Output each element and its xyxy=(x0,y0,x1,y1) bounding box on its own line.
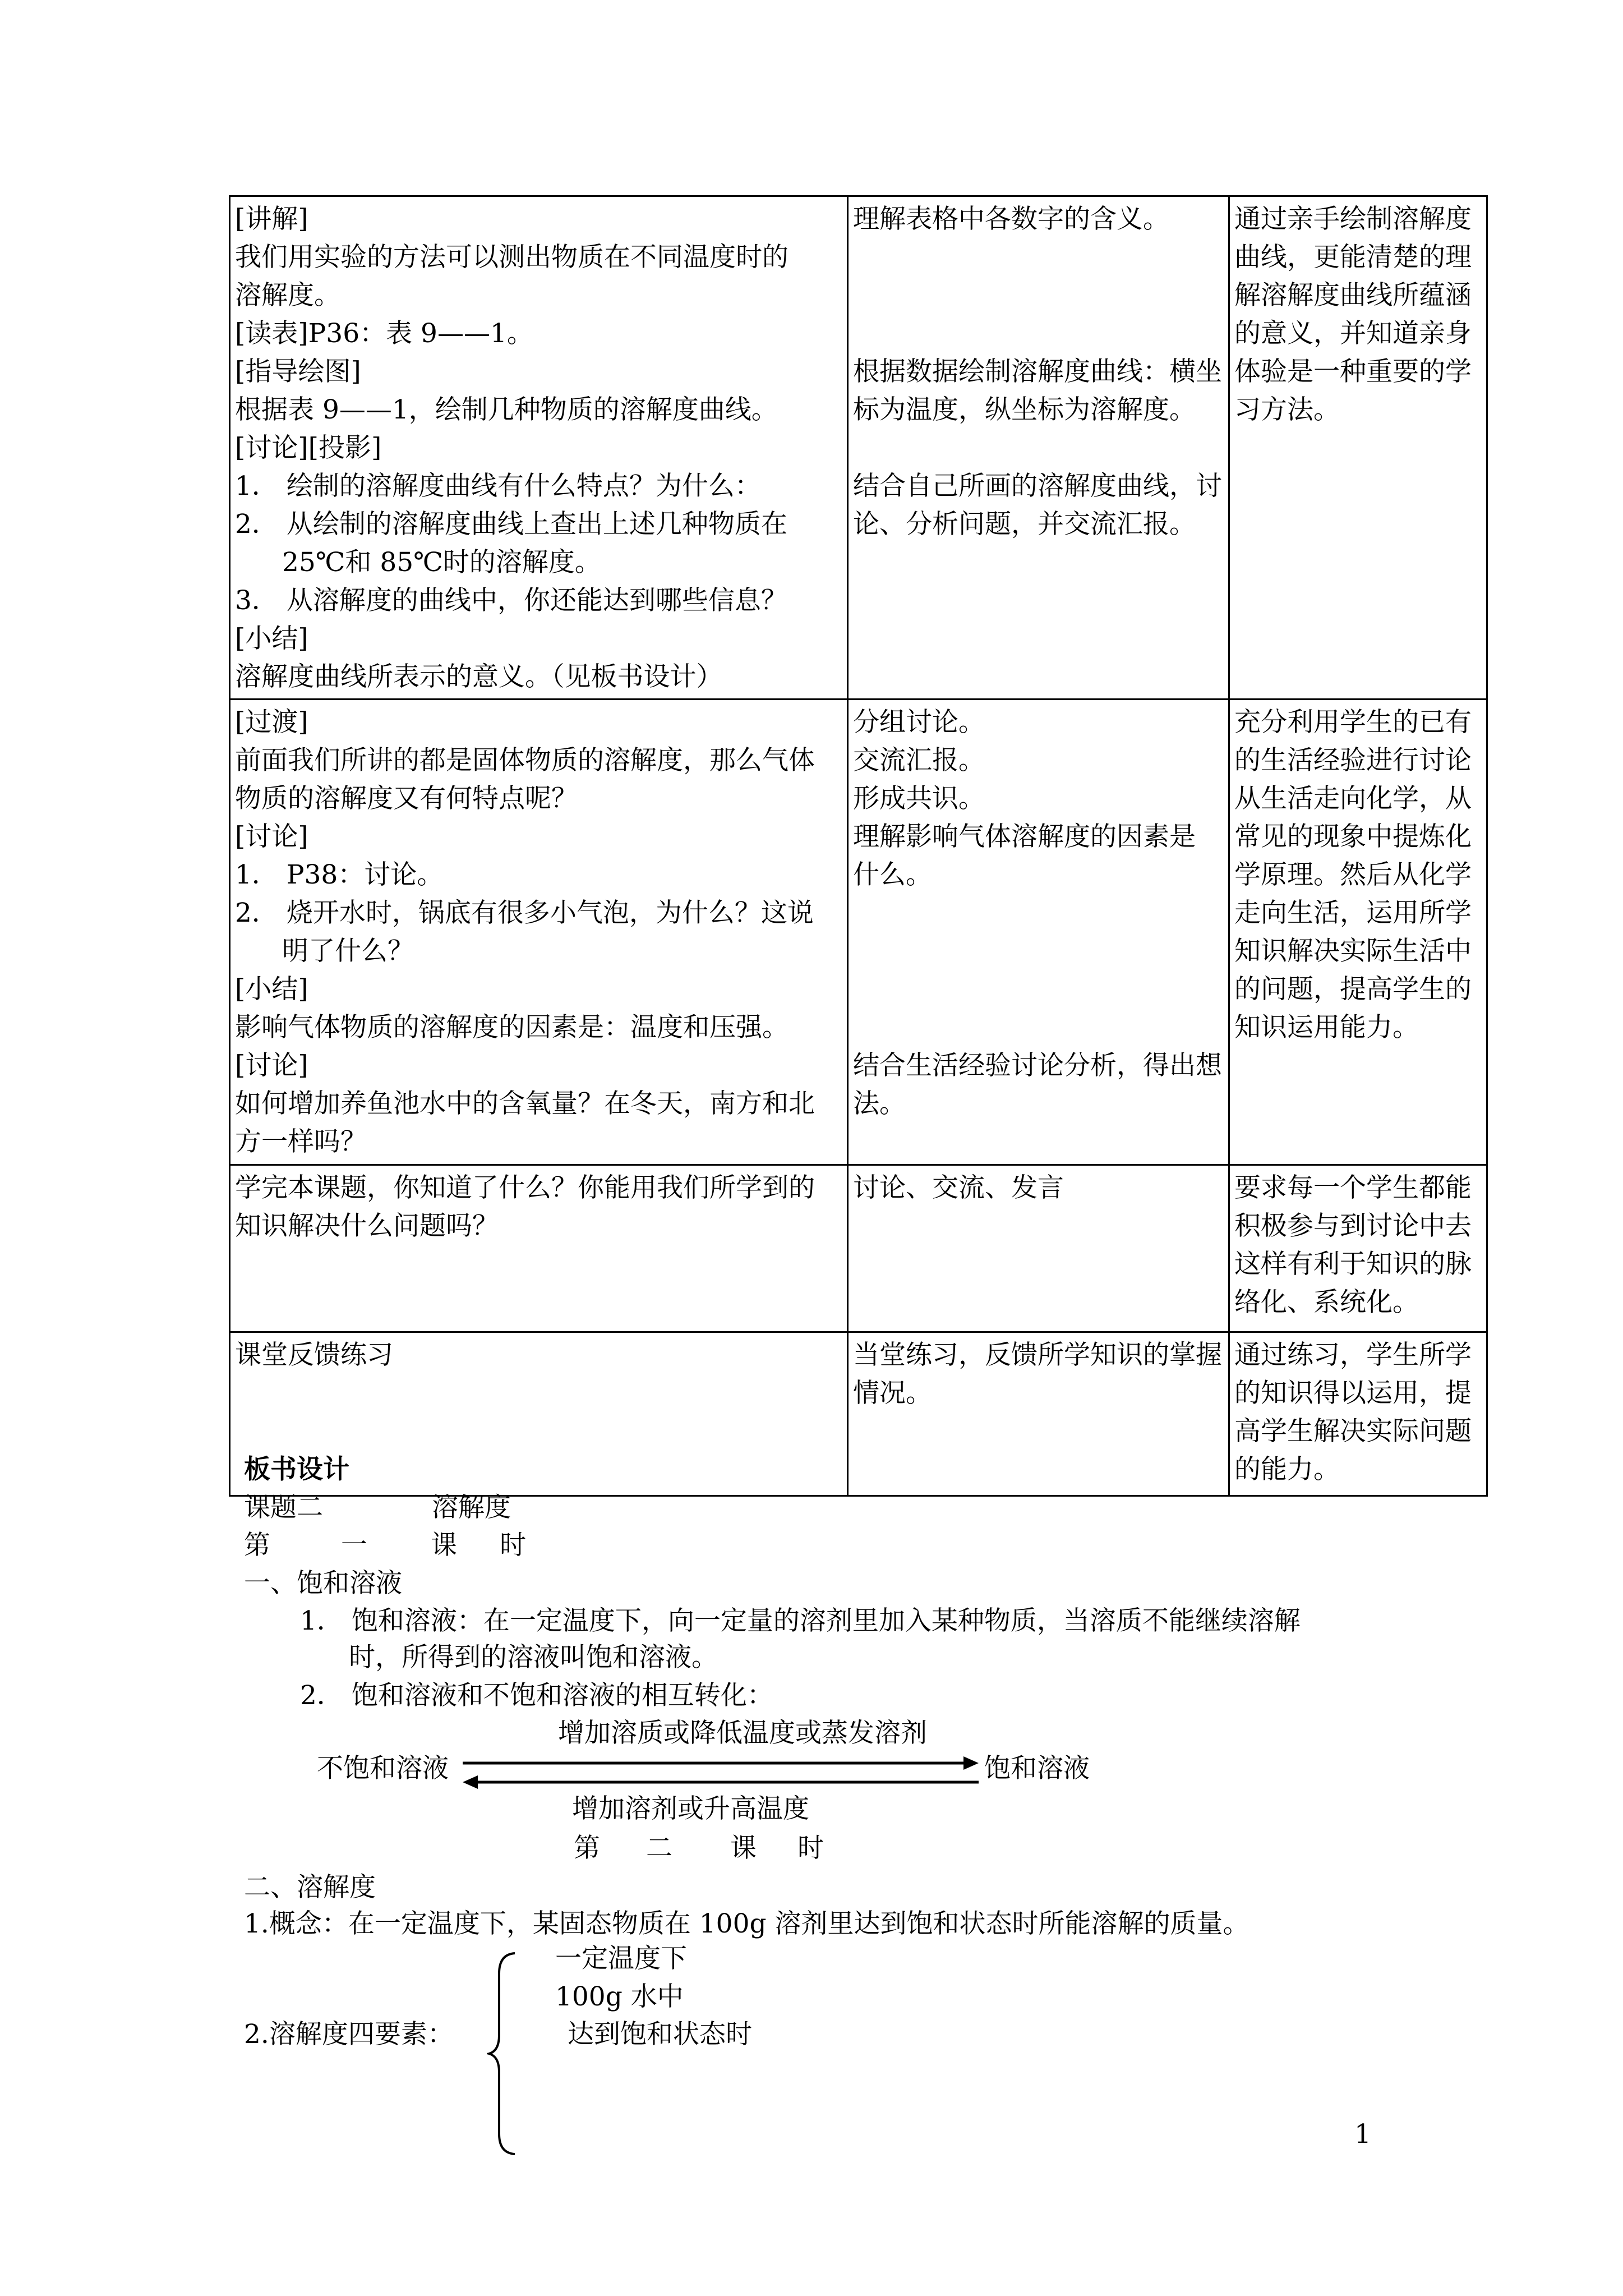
unsaturated-node: 不饱和溶液 xyxy=(317,1753,449,1784)
saturated-definition: 1． 饱和溶液：在一定温度下，向一定量的溶剂里加入某种物质，当溶质不能继续溶解 xyxy=(300,1605,1301,1636)
cell-line: 的问题，提高学生的 xyxy=(1234,974,1472,1005)
cell-line: 当堂练习，反馈所学知识的掌握 xyxy=(853,1340,1222,1370)
cell-line: 解溶解度曲线所蕴涵 xyxy=(1234,280,1472,311)
cell-line xyxy=(853,1009,1224,1047)
lesson-two-char: 二 xyxy=(646,1833,672,1864)
element-item: 100g 水中 xyxy=(555,1981,684,2012)
cell-line: 根据数据绘制溶解度曲线：横坐 xyxy=(853,356,1222,387)
cell-line: 1． P38：讨论。 xyxy=(235,859,444,890)
cell-line: 什么。 xyxy=(853,859,932,890)
cell-line xyxy=(853,894,1224,932)
lesson-one-char: 第 xyxy=(244,1530,270,1561)
element-item: 达到饱和状态时 xyxy=(568,2019,752,2050)
cell-line: 知识解决实际生活中 xyxy=(1234,936,1472,967)
student-activity-cell xyxy=(848,196,1229,700)
cell-line: 走向生活，运用所学 xyxy=(1234,898,1472,928)
cell-line xyxy=(853,315,1224,353)
cell-line: [讨论][投影] xyxy=(235,432,382,463)
cell-line: 如何增加养鱼池水中的含氧量？在冬天，南方和北 xyxy=(235,1088,815,1119)
cell-line: 讨论、交流、发言 xyxy=(853,1172,1064,1203)
cell-line: 标为温度，纵坐标为溶解度。 xyxy=(853,394,1196,425)
arrow-bottom-label: 增加溶剂或升高温度 xyxy=(572,1793,809,1824)
cell-line: 交流汇报。 xyxy=(853,745,985,776)
element-item: 一定温度下 xyxy=(555,1943,687,1974)
conversion-heading: 2． 饱和溶液和不饱和溶液的相互转化： xyxy=(300,1680,773,1711)
design-intent-cell xyxy=(1229,1165,1487,1332)
design-intent-cell xyxy=(1229,700,1487,1165)
cell-line: 2． 从绘制的溶解度曲线上查出上述几种物质在 xyxy=(235,509,787,540)
page-number: 1 xyxy=(1354,2119,1371,2150)
cell-line: [小结] xyxy=(235,623,308,654)
cell-line: 2． 烧开水时，锅底有很多小气泡，为什么？这说 xyxy=(235,898,814,928)
cell-line: 的意义，并知道亲身 xyxy=(1234,318,1472,349)
teacher-activity-cell xyxy=(230,1332,848,1496)
lesson-two-char: 第 xyxy=(574,1833,600,1864)
table-row xyxy=(230,700,1487,1165)
cell-line: [讨论] xyxy=(235,821,308,852)
cell-line: 学完本课题，你知道了什么？你能用我们所学到的 xyxy=(235,1172,815,1203)
cell-line: 溶解度曲线所表示的意义。（见板书设计） xyxy=(235,661,723,692)
topic-name: 溶解度 xyxy=(432,1492,511,1523)
cell-line: 的生活经验进行讨论 xyxy=(1234,745,1472,776)
cell-line: 方一样吗？ xyxy=(235,1126,367,1157)
saturated-node: 饱和溶液 xyxy=(984,1753,1090,1784)
board-heading: 板书设计 xyxy=(244,1454,349,1485)
cell-line: 积极参与到讨论中去 xyxy=(1234,1211,1472,1241)
cell-line: 理解影响气体溶解度的因素是 xyxy=(853,821,1196,852)
cell-line: 根据表 9——1，绘制几种物质的溶解度曲线。 xyxy=(235,394,778,425)
cell-line: 3． 从溶解度的曲线中，你还能达到哪些信息？ xyxy=(235,585,787,616)
cell-line: 从生活走向化学，从 xyxy=(1234,783,1472,814)
cell-line: 前面我们所讲的都是固体物质的溶解度，那么气体 xyxy=(235,745,815,776)
cell-line: 这样有利于知识的脉 xyxy=(1234,1249,1472,1280)
cell-line: 充分利用学生的已有 xyxy=(1234,707,1472,738)
section-one-heading: 一、饱和溶液 xyxy=(244,1568,402,1599)
cell-line: 通过亲手绘制溶解度 xyxy=(1234,204,1472,234)
cell-line: 的知识得以运用，提 xyxy=(1234,1378,1472,1409)
teacher-activity-cell xyxy=(230,1165,848,1332)
cell-line: 知识运用能力。 xyxy=(1234,1012,1419,1043)
cell-line: 形成共识。 xyxy=(853,783,985,814)
lesson-two-char: 时 xyxy=(797,1833,824,1864)
cell-line xyxy=(853,238,1224,277)
cell-line: 要求每一个学生都能 xyxy=(1234,1172,1472,1203)
cell-line: [讲解] xyxy=(235,204,308,234)
design-intent-cell xyxy=(1229,196,1487,700)
cell-line: [过渡] xyxy=(235,707,308,738)
solubility-concept: 1.概念：在一定温度下，某固态物质在 100g 溶剂里达到饱和状态时所能溶解的质量。 xyxy=(244,1908,1249,1939)
section-two-heading: 二、溶解度 xyxy=(244,1872,376,1903)
cell-line xyxy=(853,932,1224,970)
saturated-definition-cont: 时，所得到的溶液叫饱和溶液。 xyxy=(349,1642,718,1673)
cell-line: 法。 xyxy=(853,1088,906,1119)
teacher-activity-cell xyxy=(230,700,848,1165)
cell-line: [读表]P36：表 9——1。 xyxy=(235,318,533,349)
cell-line: 课堂反馈练习 xyxy=(235,1340,393,1370)
cell-line xyxy=(853,970,1224,1009)
cell-line: 习方法。 xyxy=(1234,394,1340,425)
cell-line: 分组讨论。 xyxy=(853,707,985,738)
lesson-one-char: 课 xyxy=(431,1530,457,1561)
cell-line xyxy=(853,429,1224,467)
lesson-one-char: 时 xyxy=(500,1530,526,1561)
cell-line: 影响气体物质的溶解度的因素是：温度和压强。 xyxy=(235,1012,789,1043)
cell-line: 明了什么？ xyxy=(282,936,414,967)
cell-line: 通过练习，学生所学 xyxy=(1234,1340,1472,1370)
cell-line: 结合自己所画的溶解度曲线，讨 xyxy=(853,471,1222,501)
table-row xyxy=(230,1332,1487,1496)
topic-label: 课题二 xyxy=(244,1492,323,1523)
cell-line: 络化、系统化。 xyxy=(1234,1287,1419,1318)
table-row xyxy=(230,1165,1487,1332)
cell-line: 25℃和 85℃时的溶解度。 xyxy=(282,547,601,578)
arrow-top-label: 增加溶质或降低温度或蒸发溶剂 xyxy=(558,1718,927,1749)
cell-line: 情况。 xyxy=(853,1378,932,1409)
design-intent-cell xyxy=(1229,1332,1487,1496)
cell-line: [指导绘图] xyxy=(235,356,361,387)
cell-line: 高学生解决实际问题 xyxy=(1234,1416,1472,1447)
cell-line: 曲线，更能清楚的理 xyxy=(1234,242,1472,273)
elements-label: 2.溶解度四要素： xyxy=(244,2019,454,2050)
cell-line: 结合生活经验讨论分析，得出想 xyxy=(853,1050,1222,1081)
cell-line: [小结] xyxy=(235,974,308,1005)
cell-line: 知识解决什么问题吗？ xyxy=(235,1211,499,1241)
cell-line: 的能力。 xyxy=(1234,1454,1340,1485)
cell-line: 理解表格中各数字的含义。 xyxy=(853,204,1169,234)
lesson-plan-table xyxy=(229,195,1488,1497)
cell-line: 我们用实验的方法可以测出物质在不同温度时的 xyxy=(235,242,789,273)
student-activity-cell xyxy=(848,700,1229,1165)
cell-line: 物质的溶解度又有何特点呢？ xyxy=(235,783,578,814)
cell-line: 1． 绘制的溶解度曲线有什么特点？为什么： xyxy=(235,471,761,501)
cell-line: [讨论] xyxy=(235,1050,308,1081)
table-row xyxy=(230,196,1487,700)
cell-line: 学原理。然后从化学 xyxy=(1234,859,1472,890)
lesson-one-char: 一 xyxy=(341,1530,367,1561)
cell-line xyxy=(853,277,1224,315)
brace-icon xyxy=(487,1951,520,2156)
student-activity-cell xyxy=(848,1332,1229,1496)
student-activity-cell xyxy=(848,1165,1229,1332)
cell-line: 体验是一种重要的学 xyxy=(1234,356,1472,387)
cell-line: 常见的现象中提炼化 xyxy=(1234,821,1472,852)
cell-line: 溶解度。 xyxy=(235,280,340,311)
lesson-two-char: 课 xyxy=(730,1833,757,1864)
teacher-activity-cell xyxy=(230,196,848,700)
conversion-arrows-icon xyxy=(460,1753,981,1792)
cell-line: 论、分析问题，并交流汇报。 xyxy=(853,509,1196,540)
